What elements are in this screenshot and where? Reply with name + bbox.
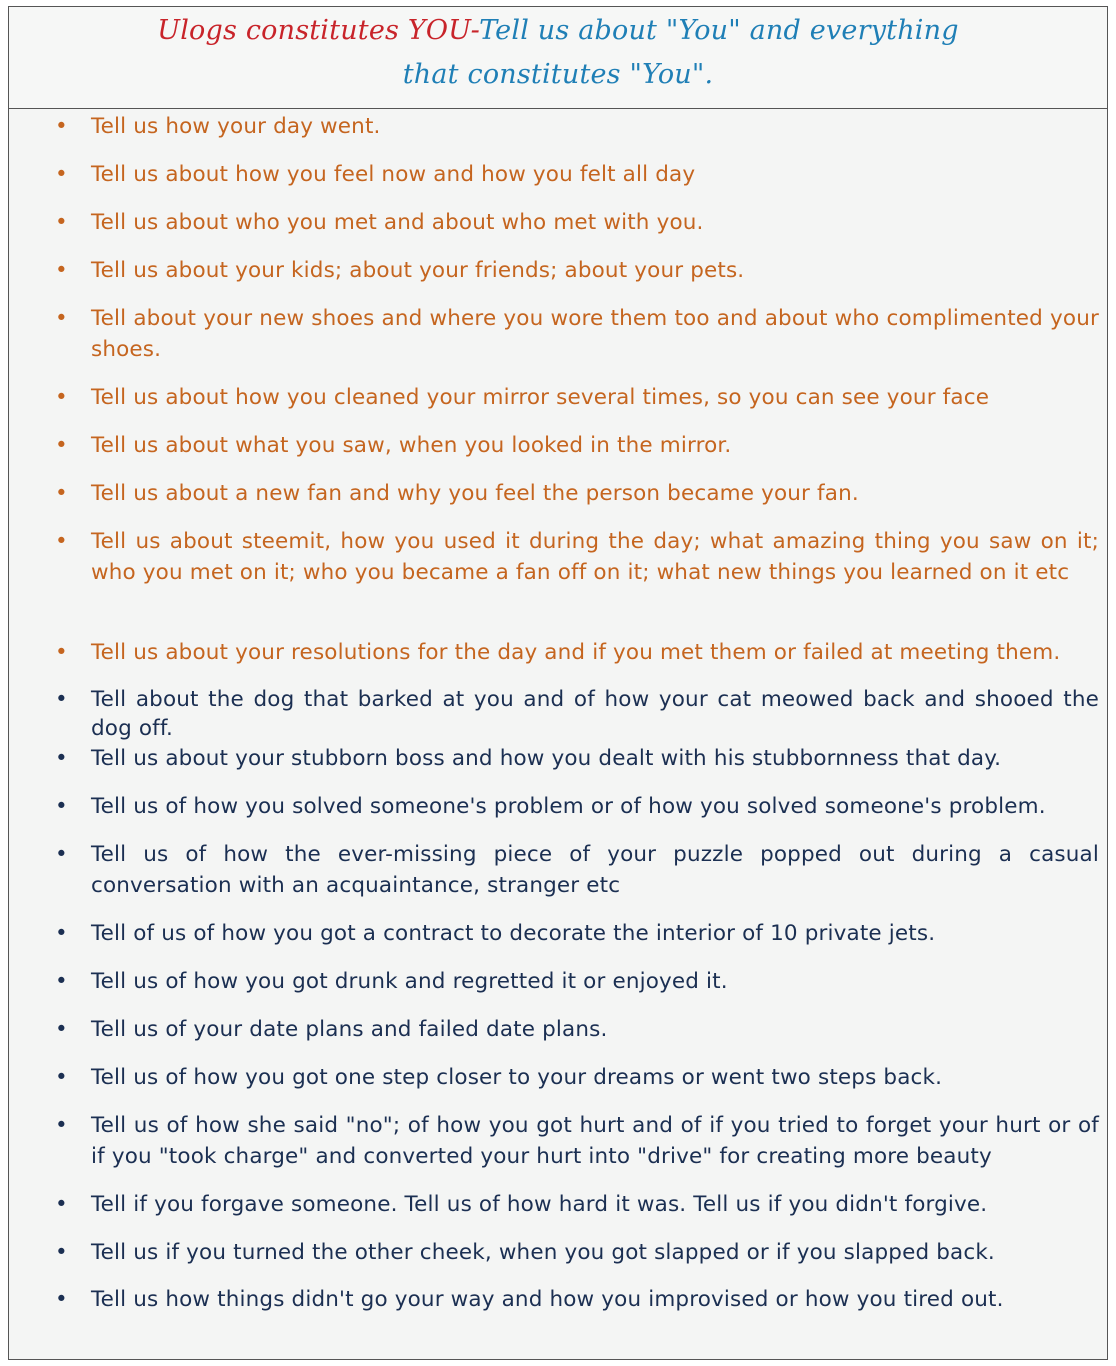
- bullet-icon: •: [55, 969, 68, 994]
- title-red-part: Ulogs constitutes YOU-: [157, 15, 480, 46]
- list-item: [55, 303, 1099, 365]
- list-item-text: Tell us of your date plans and failed date plans.: [91, 1017, 608, 1042]
- list-item: [55, 526, 1099, 588]
- list-item-text: Tell us about how you cleaned your mirror several times, so you can see your face: [91, 385, 990, 410]
- bullet-icon: •: [55, 306, 68, 331]
- list-item-text: Tell us about your stubborn boss and how you dealt with his stubbornness that day.: [91, 746, 1002, 771]
- prompt-list: [9, 7, 1107, 1359]
- document-frame: [8, 6, 1108, 1360]
- title-line-2: that constitutes "You".: [402, 59, 714, 90]
- list-item-text: Tell us how your day went.: [91, 114, 381, 139]
- bullet-icon: •: [55, 1240, 68, 1265]
- list-item-text: Tell us about your kids; about your friends; about your pets.: [91, 258, 745, 283]
- bullet-icon: •: [55, 1065, 68, 1090]
- list-item-text: Tell us about a new fan and why you feel the person became your fan.: [91, 481, 859, 506]
- bullet-icon: •: [55, 640, 68, 665]
- bullet-icon: •: [55, 794, 68, 819]
- list-item-text: Tell us of how you got drunk and regretted it or enjoyed it.: [91, 969, 728, 994]
- list-item: [55, 1110, 1099, 1172]
- list-item: [55, 1062, 1099, 1093]
- list-item: [55, 1237, 1099, 1268]
- list-item: [55, 255, 1099, 286]
- bullet-icon: •: [55, 481, 68, 506]
- bullet-icon: •: [55, 529, 68, 554]
- list-item: [55, 791, 1099, 822]
- list-item: [55, 159, 1099, 190]
- list-item-text: Tell us about steemit, how you used it during the day; what amazing thing you saw on it; who you met on it; who you became a fan off on it; what new things you learned on it etc: [91, 529, 1099, 585]
- bullet-icon: •: [55, 210, 68, 235]
- bullet-icon: •: [55, 687, 68, 712]
- bullet-icon: •: [55, 385, 68, 410]
- bullet-icon: •: [55, 746, 68, 771]
- bullet-icon: •: [55, 1287, 68, 1312]
- bullet-icon: •: [55, 433, 68, 458]
- list-item-text: Tell us about how you feel now and how you felt all day: [91, 162, 696, 187]
- bullet-icon: •: [55, 258, 68, 283]
- list-item-text: Tell us of how you solved someone's problem or of how you solved someone's problem.: [91, 794, 1046, 819]
- list-item: [55, 382, 1099, 413]
- title-blue-part: Tell us about "You" and everything: [479, 15, 959, 46]
- list-item: [55, 685, 1099, 743]
- list-item: [55, 1189, 1099, 1220]
- list-item-text: Tell us about what you saw, when you looked in the mirror.: [91, 433, 732, 458]
- list-item: [55, 918, 1099, 949]
- list-item-text: Tell us how things didn't go your way and how you improvised or how you tired out.: [91, 1287, 1004, 1312]
- bullet-icon: •: [55, 1113, 68, 1138]
- bullet-icon: •: [55, 162, 68, 187]
- list-item: [55, 430, 1099, 461]
- list-item: [55, 1284, 1099, 1315]
- bullet-icon: •: [55, 1017, 68, 1042]
- list-item-text: Tell us if you turned the other cheek, when you got slapped or if you slapped back.: [91, 1240, 995, 1265]
- list-item-text: Tell if you forgave someone. Tell us of how hard it was. Tell us if you didn't forgive.: [91, 1192, 988, 1217]
- list-item-text: Tell us of how you got one step closer to your dreams or went two steps back.: [91, 1065, 943, 1090]
- list-item-text: Tell us of how the ever-missing piece of your puzzle popped out during a casual conversation with an acquaintance, stranger etc: [91, 842, 1099, 898]
- list-item: [55, 207, 1099, 238]
- list-item: [55, 637, 1099, 668]
- list-item: [55, 478, 1099, 509]
- bullet-icon: •: [55, 921, 68, 946]
- list-item-text: Tell us about who you met and about who met with you.: [91, 210, 704, 235]
- list-item-text: Tell of us of how you got a contract to decorate the interior of 10 private jets.: [91, 921, 936, 946]
- bullet-icon: •: [55, 114, 68, 139]
- list-item: [55, 1014, 1099, 1045]
- bullet-icon: •: [55, 1192, 68, 1217]
- list-item-text: Tell about your new shoes and where you wore them too and about who complimented your shoes.: [91, 306, 1099, 362]
- bullet-icon: •: [55, 842, 68, 867]
- list-item-text: Tell about the dog that barked at you and of how your cat meowed back and shooed the dog off.: [91, 687, 1099, 741]
- list-item-text: Tell us of how she said "no"; of how you got hurt and of if you tried to forget your hurt or of if you "took charge" and converted your hurt into "drive" for creating more beauty: [91, 1113, 1099, 1169]
- list-item: [55, 966, 1099, 997]
- list-item-text: Tell us about your resolutions for the day and if you met them or failed at meeting them.: [91, 640, 1061, 665]
- list-item: [55, 743, 1099, 774]
- list-item: [55, 839, 1099, 901]
- list-item: [55, 111, 1099, 142]
